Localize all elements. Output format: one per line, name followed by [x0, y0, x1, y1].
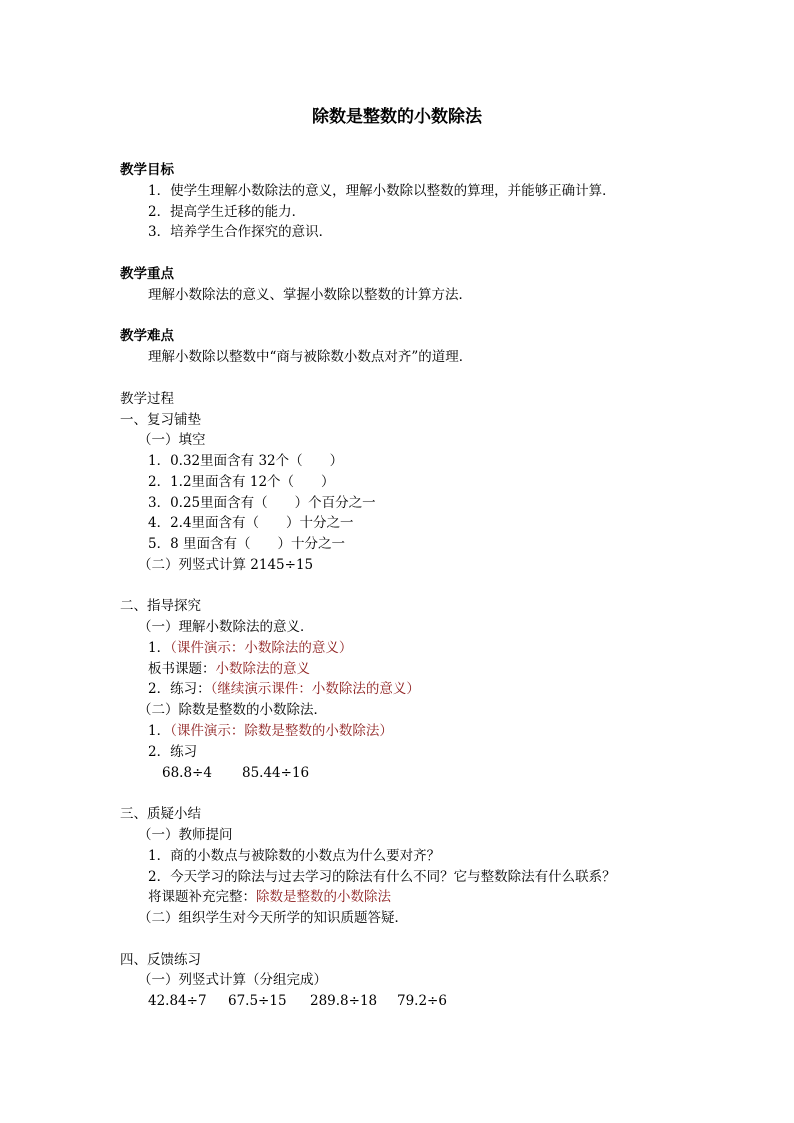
exercise: 85.44÷16 — [242, 765, 310, 781]
section-3-sub1: （一）教师提问 — [138, 827, 233, 843]
exercise: 67.5÷15 — [228, 993, 287, 1009]
question: 1．商的小数点与被除数的小数点为什么要对齐？ — [148, 848, 441, 864]
exercise: 79.2÷6 — [397, 993, 447, 1009]
difficulties-heading: 教学难点 — [120, 328, 174, 344]
section-2-item4: 2．练习 — [148, 744, 198, 760]
objectives-heading: 教学目标 — [120, 162, 174, 178]
key-points-heading: 教学重点 — [120, 266, 174, 282]
supplement-title: 除数是整数的小数除法 — [256, 889, 391, 905]
page-title: 除数是整数的小数除法 — [312, 107, 482, 127]
section-4-sub1: （一）列竖式计算（分组完成） — [138, 972, 327, 988]
section-3-sub2: （二）组织学生对今天所学的知识质题答疑． — [138, 910, 408, 926]
process-heading: 教学过程 — [120, 391, 174, 407]
fill-blank-item: 3．0.25里面含有（ ）个百分之一 — [148, 495, 376, 511]
section-1-sub1: （一）填空 — [138, 432, 206, 448]
board-title-line — [148, 659, 310, 679]
objective-item: 1．使学生理解小数除法的意义，理解小数除以整数的算理，并能够正确计算． — [148, 183, 616, 199]
section-1-sub2: （二）列竖式计算 2145÷15 — [138, 557, 314, 573]
section-2-title: 二、指导探究 — [120, 598, 201, 614]
key-points-text: 理解小数除法的意义、掌握小数除以整数的计算方法． — [148, 287, 472, 303]
supplement-label: 将课题补充完整： — [148, 889, 256, 905]
section-2-sub2: （二）除数是整数的小数除法． — [138, 702, 327, 718]
difficulties-text: 理解小数除以整数中“商与被除数小数点对齐”的道理． — [148, 349, 473, 365]
section-2-item3 — [148, 721, 393, 741]
exercise: 42.84÷7 — [148, 993, 207, 1009]
fill-blank-item: 4．2.4里面含有（ ）十分之一 — [148, 515, 354, 531]
objective-item: 3．培养学生合作探究的意识． — [148, 224, 333, 240]
fill-blank-item: 1．0.32里面含有 32个（ ） — [148, 453, 344, 469]
board-label: 板书课题： — [148, 661, 216, 677]
item-number: 2．练习： — [148, 681, 211, 697]
section-1-title: 一、复习铺垫 — [120, 412, 201, 428]
section-3-title: 三、质疑小结 — [120, 806, 201, 822]
question: 2．今天学习的除法与过去学习的除法有什么不同？它与整数除法有什么联系？ — [148, 869, 616, 885]
courseware-note: （继续演示课件：小数除法的意义） — [210, 681, 420, 697]
section-4-title: 四、反馈练习 — [120, 952, 201, 968]
fill-blank-item: 2．1.2里面含有 12个（ ） — [148, 474, 335, 490]
exercise: 289.8÷18 — [310, 993, 378, 1009]
item-number: 1． — [148, 640, 171, 656]
board-title: 小数除法的意义 — [215, 661, 310, 677]
courseware-note: （课件演示：除数是整数的小数除法） — [170, 723, 393, 739]
fill-blank-item: 5．8 里面含有（ ）十分之一 — [148, 536, 345, 552]
objective-item: 2．提高学生迁移的能力． — [148, 204, 306, 220]
exercise: 68.8÷4 — [162, 765, 212, 781]
item-number: 1． — [148, 723, 171, 739]
section-2-sub1: （一）理解小数除法的意义． — [138, 619, 314, 635]
courseware-note: （课件演示：小数除法的意义） — [170, 640, 353, 656]
section-2-item2 — [148, 679, 420, 699]
section-2-item1 — [148, 638, 352, 658]
supplement-title-line — [148, 887, 391, 907]
